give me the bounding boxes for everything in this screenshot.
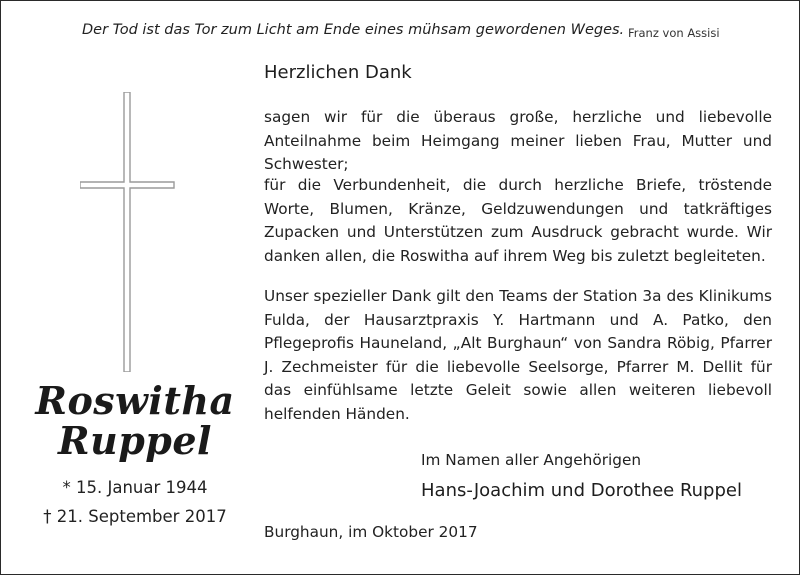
birth-date: * 15. Januar 1944 — [62, 478, 208, 497]
signature-intro: Im Namen aller Angehörigen — [421, 451, 642, 469]
signature-names: Hans-Joachim und Dorothee Ruppel — [421, 480, 742, 501]
thanks-paragraph: für die Verbundenheit, die durch herzliche Briefe, tröstende Worte, Blumen, Kränze, Geldzuwendungen und tatkräftiges Zupacken und Unterstützen zum Ausdruck gebracht wurde. Wir danken allen, die Roswitha auf ihrem Weg bis zuletzt begleiteten. — [264, 176, 772, 265]
header-quote: Der Tod ist das Tor zum Licht am Ende eines mühsam gewordenen Weges. — [82, 22, 625, 38]
thanks-heading: Herzlichen Dank — [264, 62, 412, 83]
deceased-first-name: Roswitha — [35, 378, 235, 423]
quote-author: Franz von Assisi — [628, 26, 720, 40]
cross-icon — [80, 92, 176, 372]
place-and-date: Burghaun, im Oktober 2017 — [264, 523, 478, 541]
thanks-paragraph: sagen wir für die überaus große, herzliche und liebevolle Anteilnahme beim Heimgang meiner lieben Frau, Mutter und Schwester; — [264, 108, 772, 174]
death-date: † 21. September 2017 — [43, 507, 227, 526]
thanks-paragraph: Unser spezieller Dank gilt den Teams der Station 3a des Klinikums Fulda, der Hausarztpraxis Y. Hartmann und A. Patko, den Pflegeprofis Hauneland, „Alt Burghaun“ von Sandra Röbig, Pfarrer J. Zechmeister für die liebevolle Seelsorge, Pfarrer M. Dellit für das einfühlsame letzte Geleit sowie allen weiteren liebevoll helfenden Händen. — [264, 287, 772, 423]
deceased-last-name: Ruppel — [58, 418, 212, 463]
